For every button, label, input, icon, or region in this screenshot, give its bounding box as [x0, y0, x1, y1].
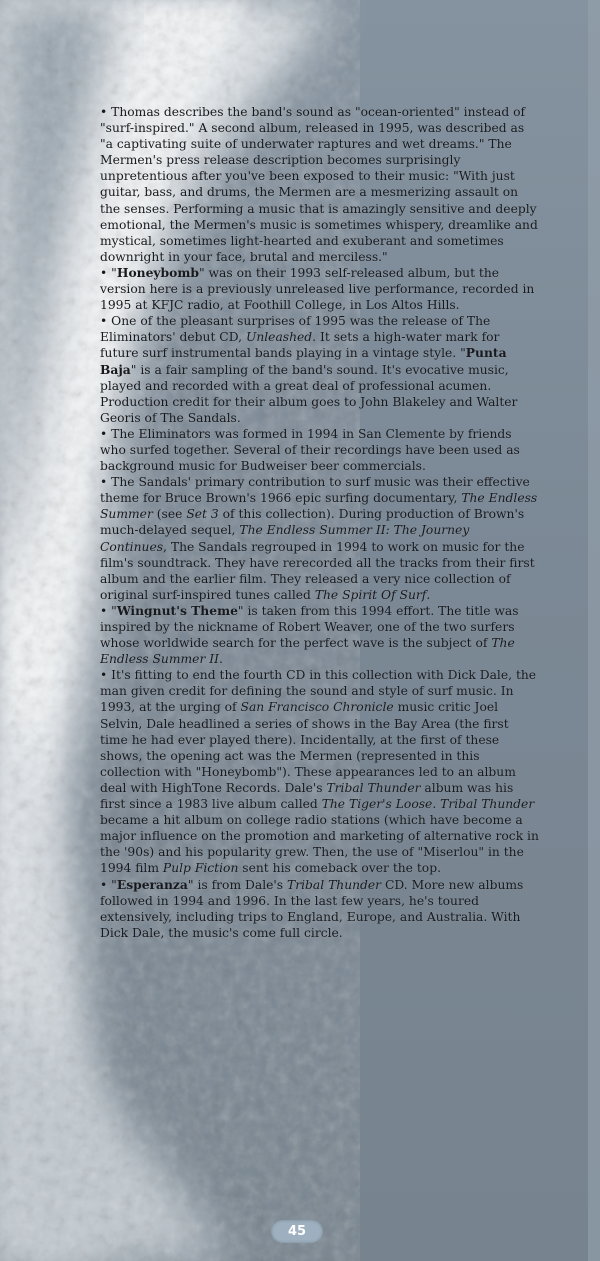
paragraph	[100, 877, 540, 941]
italic-title: Tribal Thunder	[440, 797, 535, 812]
text-run: • "	[100, 877, 117, 892]
text-run: .	[426, 587, 431, 602]
text-run: " is taken from this 1994 effort. The title was inspired by the nickname of Robert Weaver, one of the two surfers whose worldwide search for the perfect wave is the subject of	[100, 603, 519, 651]
paragraph	[100, 265, 540, 313]
italic-title: The Endless Summer II	[100, 636, 515, 667]
paragraph	[100, 426, 540, 474]
text-run: • "	[100, 265, 117, 280]
track-title: Honeybomb	[116, 264, 199, 280]
text-run: CD. More new albums followed in 1994 and 1996. In the last few years, he's toured extensively, including trips to England, Europe, and Australia. With Dick Dale, the music's come full circle.	[100, 877, 524, 940]
text-run: • "	[100, 603, 117, 618]
text-run: " is from Dale's	[187, 877, 288, 892]
text-run: (see	[152, 507, 187, 522]
italic-title: Tribal Thunder	[326, 780, 421, 795]
text-run: • The Sandals' primary contribution to surf music was their effective theme for Bruce Brown's 1966 epic surfing documentary,	[100, 475, 530, 506]
text-run: of this collection). During production of Brown's much-delayed sequel,	[100, 507, 525, 538]
text-run: " is a fair sampling of the band's sound. It's evocative music, played and recorded with a great deal of professional acumen. Production credit for their album goes to John Blakeley and Walter Georis of The Sandals.	[100, 362, 518, 425]
text-run: • It's fitting to end the fourth CD in this collection with Dick Dale, the man given credit for defining the sound and style of surf music. In 1993, at the urging of	[100, 668, 537, 715]
italic-title: Unleashed	[245, 330, 313, 345]
text-run: sent his comeback over the top.	[238, 861, 441, 876]
text-run: became a hit album on college radio stations (which have become a major influence on the promotion and marketing of alternative rock in the '90s) and his popularity grew. Then, the use of "Miserlou" in the 1994 film	[100, 813, 539, 876]
paragraph	[100, 104, 540, 265]
italic-title: San Francisco Chronicle	[240, 700, 394, 715]
italic-title: The Endless Summer	[100, 491, 538, 522]
text-run: music critic Joel Selvin, Dale headlined a series of shows in the Bay Area (the first time he had ever played there). Incidentally, at the first of these shows, the opening act was the Mermen (represented in this collection with "Honeybomb"). These appearances led to an album deal with HighTone Records. Dale's	[100, 700, 516, 795]
text-run: • One of the pleasant surprises of 1995 was the release of The Eliminators' debut CD,	[100, 314, 491, 345]
italic-title: Tribal Thunder	[287, 877, 382, 892]
italic-title: The Spirit Of Surf	[314, 587, 427, 602]
liner-notes-text	[100, 104, 540, 1064]
text-run: . It sets a high-water mark for future surf instrumental bands playing in a vintage style. "	[100, 330, 500, 361]
text-run: , The Sandals regrouped in 1994 to work on music for the film's soundtrack. They have rerecorded all the tracks from their first album and the earlier film. They released a very nice collection of original surf-inspired tunes called	[100, 539, 535, 602]
paragraph	[100, 667, 540, 876]
italic-title: The Tiger's Loose	[321, 797, 433, 812]
text-run: album was his first since a 1983 live album called	[100, 780, 514, 812]
track-title: Esperanza	[116, 876, 188, 892]
track-title: Punta Baja	[100, 345, 507, 377]
text-run: • Thomas describes the band's sound as "ocean-oriented" instead of "surf-inspired." A second album, released in 1995, was described as "a captivating suite of underwater raptures and wet dreams." The Mermen's press release description becomes surprisingly unpretentious after you've been exposed to their music: "With just guitar, bass, and drums, the Mermen are a mesmerizing assault on the senses. Performing a music that is amazingly sensitive and deeply emotional, the Mermen's music is sometimes whispery, dreamlike and mystical, sometimes light-hearted and exuberant and sometimes downright in your face, brutal and merciless."	[100, 105, 538, 264]
paragraph	[100, 313, 540, 426]
paragraph	[100, 474, 540, 603]
text-run: • The Eliminators was formed in 1994 in San Clemente by friends who surfed together. Several of their recordings have been used as background music for Budweiser beer commercials.	[100, 426, 520, 474]
text-run: .	[432, 797, 441, 812]
text-run: " was on their 1993 self-released album, but the version here is a previously unreleased live performance, recorded in 1995 at KFJC radio, at Foothill College, in Los Altos Hills.	[100, 265, 535, 313]
italic-title: Set 3	[186, 507, 219, 522]
page-number-badge: 45	[271, 1220, 323, 1243]
track-title: Wingnut's Theme	[116, 602, 238, 618]
paragraph	[100, 603, 540, 667]
italic-title: Pulp Fiction	[162, 861, 239, 876]
italic-title: The Endless Summer II: The Journey Continues	[100, 523, 470, 554]
text-run: .	[218, 652, 223, 667]
